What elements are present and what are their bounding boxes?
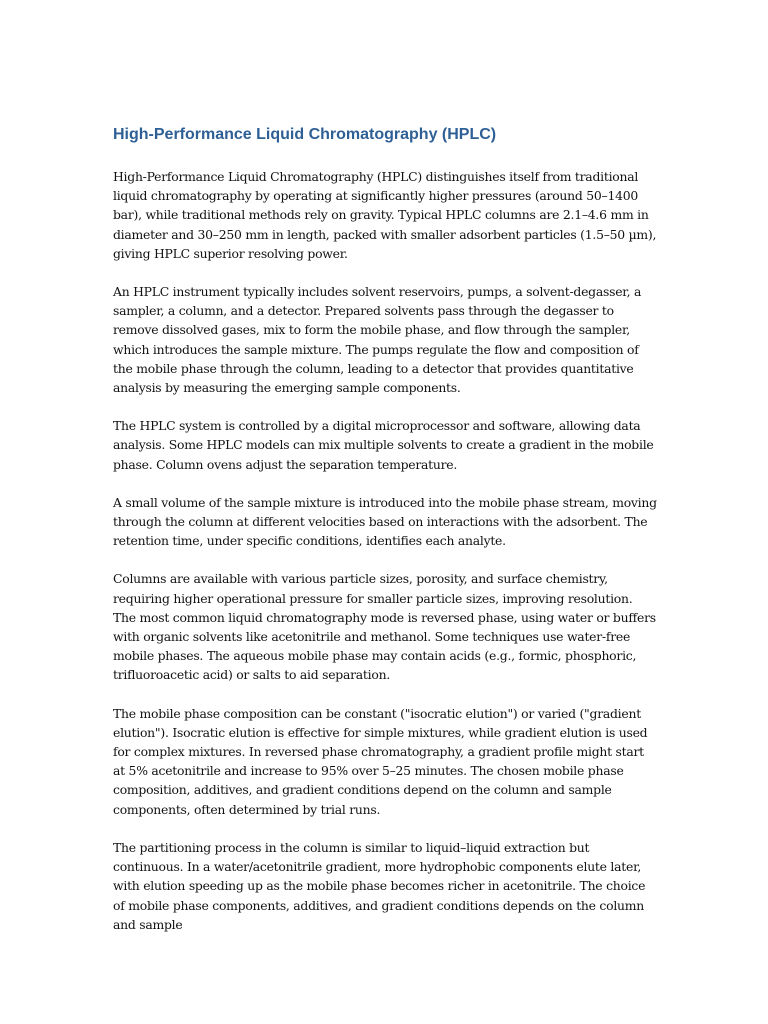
paragraph-sample-injection: A small volume of the sample mixture is introduced into the mobile phase stream, moving through the column at different velocities based on interactions with the adsorbent. The retention time, under specific conditions, identifies each analyte. [113,494,657,549]
paragraph-instrument: An HPLC instrument typically includes solvent reservoirs, pumps, a solvent-degasser, a sampler, a column, and a detector. Prepared solvents pass through the degasser to remove dissolved gases, mix to form the mobile phase, and flow through the sampler, which introduces the sample mixture. The pumps regulate the flow and composition of the mobile phase through the column, leading to a detector that provides quantitative analysis by measuring the emerging sample components. [113,284,642,396]
document-page [113,124,658,953]
paragraph-overview: High-Performance Liquid Chromatography (HPLC) distinguishes itself from traditional liquid chromatography by operating at significantly higher pressures (around 50–1400 bar), while traditional methods rely on gravity. Typical HPLC columns are 2.1–4.6 mm in diameter and 30–250 mm in length, packed with smaller adsorbent particles (1.5–50 µm), giving HPLC superior resolving power. [113,169,657,261]
document-title: High-Performance Liquid Chromatography (HPLC) [113,126,497,143]
paragraph-elution: The mobile phase composition can be constant ("isocratic elution") or varied ("gradient elution"). Isocratic elution is effective for simple mixtures, while gradient elution is used for complex mixtures. In reversed phase chromatography, a gradient profile might start at 5% acetonitrile and increase to 95% over 5–25 minutes. The chosen mobile phase composition, additives, and gradient conditions depend on the column and sample components, often determined by trial runs. [113,705,648,817]
paragraph-columns: Columns are available with various particle sizes, porosity, and surface chemistry, requiring higher operational pressure for smaller particle sizes, improving resolution. The most common liquid chromatography mode is reversed phase, using water or buffers with organic solvents like acetonitrile and methanol. Some techniques use water-free mobile phases. The aqueous mobile phase may contain acids (e.g., formic, phosphoric, trifluoroacetic acid) or salts to aid separation. [113,571,656,683]
paragraph-partitioning: The partitioning process in the column is similar to liquid–liquid extraction but continuous. In a water/acetonitrile gradient, more hydrophobic components elute later, with elution speeding up as the mobile phase becomes richer in acetonitrile. The choice of mobile phase components, additives, and gradient conditions depends on the column and sample [113,839,646,932]
paragraph-control-system: The HPLC system is controlled by a digital microprocessor and software, allowing data analysis. Some HPLC models can mix multiple solvents to create a gradient in the mobile phase. Column ovens adjust the separation temperature. [113,418,654,472]
